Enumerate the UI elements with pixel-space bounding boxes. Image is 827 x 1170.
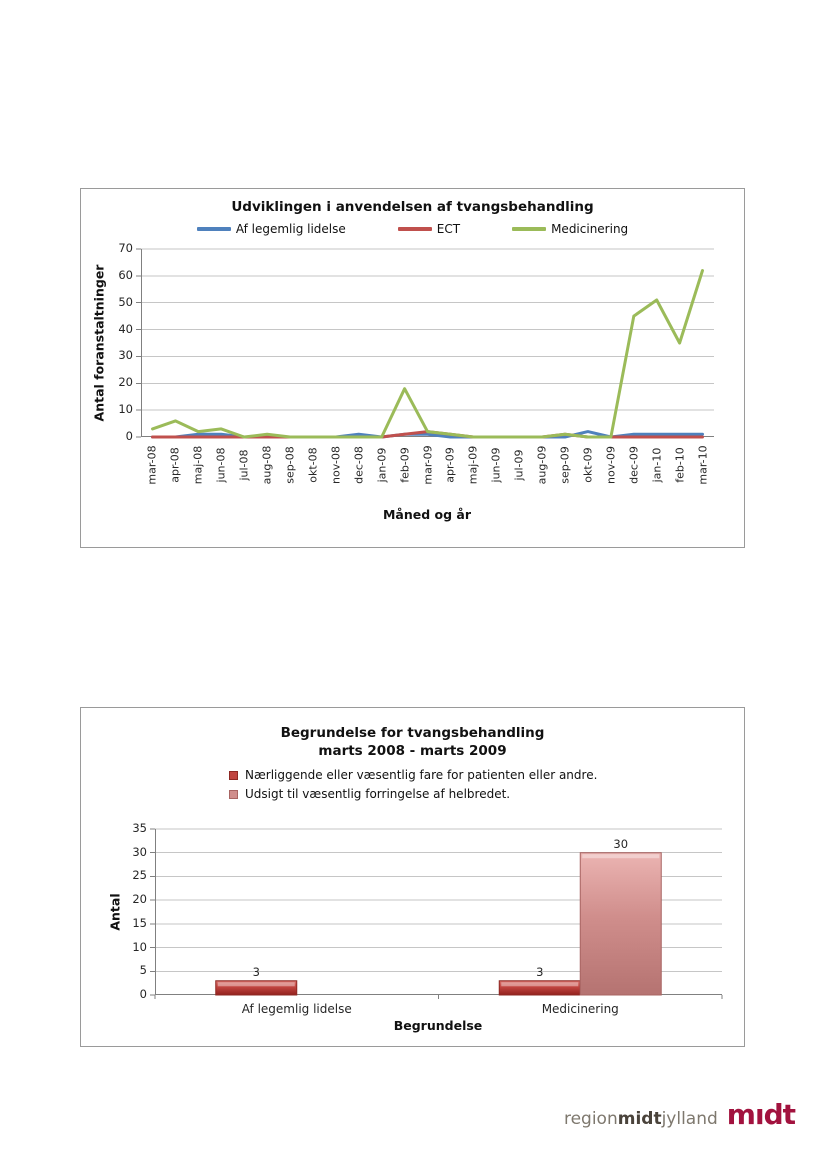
legend-item <box>229 787 597 801</box>
bar-bevel-highlight <box>501 982 578 986</box>
logo-jylland-text: jylland <box>661 1109 718 1129</box>
bar-chart-y-axis-title: Antal <box>107 893 123 931</box>
legend-item <box>398 222 460 236</box>
x-tick-label: aug-09 <box>535 445 549 485</box>
bar-bevel-highlight <box>582 854 659 858</box>
bar-data-label: 30 <box>613 836 629 851</box>
legend-item <box>197 222 346 236</box>
bar-series1-1 <box>580 853 661 995</box>
y-tick-label: 30 <box>118 348 133 363</box>
bar-chart-legend <box>229 768 597 801</box>
x-tick-label: dec-08 <box>352 446 366 484</box>
y-tick-label: 70 <box>118 241 133 255</box>
legend-square-swatch <box>229 790 238 799</box>
x-tick-label: jul-08 <box>237 449 251 481</box>
legend-item-label: Udsigt til væsentlig forringelse af helbredet. <box>245 787 511 801</box>
logo-midt-text: midt <box>617 1109 662 1129</box>
x-tick-label: jun-09 <box>489 447 503 483</box>
category-label: Medicinering <box>541 1002 619 1016</box>
legend-line-swatch <box>197 227 231 231</box>
legend-item-label: Medicinering <box>551 222 629 236</box>
legend-item-label: ECT <box>436 222 461 236</box>
line-chart-plot <box>141 249 714 437</box>
series-line-2 <box>153 271 703 438</box>
x-tick-label: apr-08 <box>168 447 182 483</box>
bar-data-label: 3 <box>252 964 260 979</box>
x-tick-label: okt-08 <box>306 447 320 483</box>
legend-item <box>512 222 628 236</box>
x-tick-label: feb-10 <box>673 447 687 483</box>
y-tick-label: 50 <box>118 294 133 309</box>
y-tick-label: 20 <box>132 892 147 907</box>
bar-chart-box <box>80 707 745 1047</box>
bar-bevel-highlight <box>218 982 295 986</box>
x-tick-label: jul-09 <box>512 449 526 481</box>
line-chart-y-axis-title: Antal foranstaltninger <box>91 264 107 422</box>
bar-chart-title-line2: marts 2008 - marts 2009 <box>318 743 507 759</box>
y-tick-label: 15 <box>132 915 147 930</box>
x-tick-label: feb-09 <box>398 447 412 483</box>
y-tick-label: 60 <box>118 267 133 282</box>
bar-chart-title <box>81 724 744 760</box>
line-chart-title: Udviklingen i anvendelsen af tvangsbehandling <box>231 199 594 215</box>
y-tick-label: 40 <box>118 321 133 336</box>
x-tick-label: jun-08 <box>214 447 228 483</box>
category-label: Af legemlig lidelse <box>241 1002 352 1016</box>
legend-item-label: Nærliggende eller væsentlig fare for patienten eller andre. <box>245 768 598 782</box>
x-tick-label: okt-09 <box>581 447 595 483</box>
y-tick-label: 0 <box>125 429 133 443</box>
x-tick-label: jan-10 <box>650 447 664 483</box>
x-tick-label: sep-08 <box>283 446 297 484</box>
line-chart-legend <box>81 222 744 236</box>
x-tick-label: mar-09 <box>421 445 434 485</box>
region-midtjylland-logo <box>564 1098 795 1131</box>
legend-item-label: Af legemlig lidelse <box>235 222 346 236</box>
y-tick-label: 0 <box>139 987 147 1001</box>
x-tick-label: aug-08 <box>260 445 274 485</box>
y-tick-label: 10 <box>132 939 147 954</box>
legend-square-swatch <box>229 771 238 780</box>
x-tick-label: nov-08 <box>329 446 343 484</box>
x-tick-label: jan-09 <box>375 447 389 483</box>
x-tick-label: maj-08 <box>191 445 205 485</box>
logo-midt-wordmark: mıdt <box>726 1098 795 1131</box>
logo-region-text: region <box>563 1109 618 1129</box>
legend-line-swatch <box>398 227 432 231</box>
legend-line-swatch <box>512 227 546 231</box>
y-tick-label: 35 <box>132 821 147 835</box>
legend-item <box>229 768 597 782</box>
bar-chart-plot <box>155 829 722 995</box>
x-tick-label: maj-09 <box>466 445 480 485</box>
y-tick-label: 5 <box>139 963 147 978</box>
x-tick-label: dec-09 <box>627 446 641 484</box>
bar-data-label: 3 <box>536 964 544 979</box>
y-tick-label: 30 <box>132 844 147 859</box>
y-tick-label: 20 <box>118 375 133 390</box>
bar-chart-x-axis-title: Begrundelse <box>393 1018 483 1033</box>
x-tick-label: nov-09 <box>604 446 618 484</box>
bar-chart-title-line1: Begrundelse for tvangsbehandling <box>280 725 545 741</box>
line-chart-box <box>80 188 745 548</box>
x-tick-label: mar-08 <box>145 445 159 485</box>
line-chart-x-axis-title: Måned og år <box>382 507 472 522</box>
y-tick-label: 10 <box>118 402 133 417</box>
y-tick-label: 25 <box>132 868 147 883</box>
x-tick-label: mar-10 <box>696 445 710 485</box>
x-tick-label: apr-09 <box>443 447 457 483</box>
x-tick-label: sep-09 <box>558 446 572 484</box>
